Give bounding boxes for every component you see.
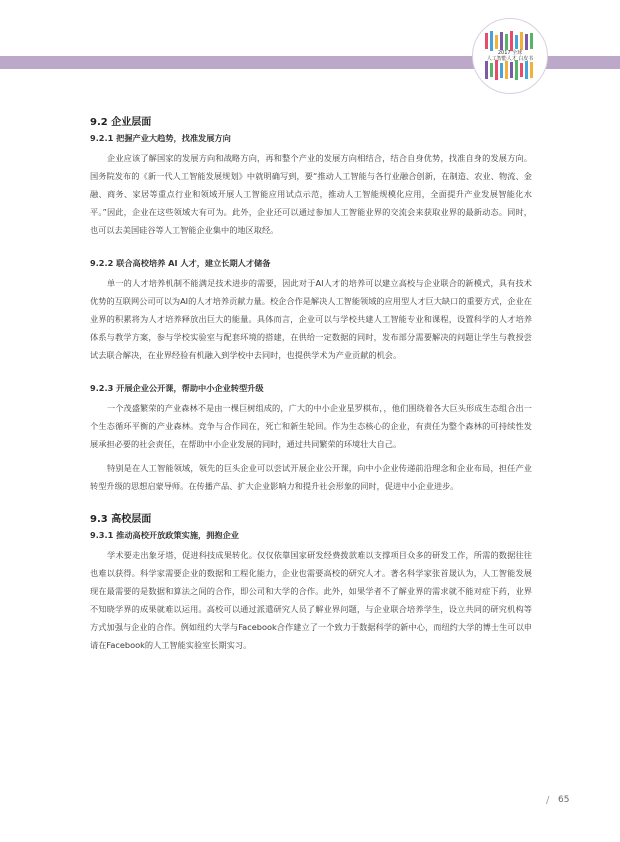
paragraph-9-2-2: 单一的人才培养机制不能满足技术进步的需要，因此对于AI人才的培养可以建立高校与企业联合的新模式，具有技术优势的互联网公司可以为AI的人才培养贡献力量。校企合作是解决人工智能领域的应用型人才巨大缺口的重要方式，企业在业界的积累将为人才培养释放出巨大的能量。具体而言，企业可以与学校共建人工智能专业和课程，设置科学的人才培养体系与教学方案，参与学校实验室与配套环境的搭建，在供给一定数据的同时，发布部分需要解决的问题让学生与教授尝试去联合解决，在业界经验有机融入到学校中去同时，也提供学术为产业贡献的机会。	[90, 278, 532, 360]
paragraph-9-2-3-b: 特别是在人工智能领域，领先的巨头企业可以尝试开展企业公开课，向中小企业传递前沿理念和企业布局，担任产业转型升级的思想启蒙导师。在传播产品、扩大企业影响力和提升社会形象的同时，促进中小企业进步。	[90, 463, 532, 491]
logo-text-line1: 2017 全球	[497, 50, 523, 56]
paragraph-9-3-1: 学术要走出象牙塔，促进科技成果转化。仅仅依靠国家研发经费拨款难以支撑项目众多的研发工作，所需的数据往往也难以获得。科学家需要企业的数据和工程化能力，企业也需要高校的研究人才。著名科学家张首晟认为，人工智能发展现在最需要的是数据和算法之间的合作，即公司和大学的合作。此外，如果学者不了解业界的需求就不能对症下药，业界不知晓学界的成果就难以运用。高校可以通过派遣研究人员了解业界问题，与企业联合培养学生，设立共同的研究机构等方式加强与企业的合作。例如纽约大学与Facebook合作建立了一个致力于数据科学的新中心，而纽约大学的博士生可以申请在Facebook的人工智能实验室长期实习。	[90, 550, 532, 650]
section-title-9-3: 9.3 高校层面	[90, 514, 152, 525]
subsection-title-9-2-1: 9.2.1 把握产业大趋势，找准发展方向	[90, 133, 231, 143]
paragraph-9-2-3-a: 一个茂盛繁荣的产业森林不是由一棵巨树组成的，广大的中小企业星罗棋布，，他们围绕着各大巨头形成生态组合出一个生态循环平衡的产业森林。竞争与合作同在，死亡和新生轮回。作为生态核心的企业，有责任为整个森林的可持续性发展承担必要的社会责任，在帮助中小企业发展的同时，通过共同繁荣的环境壮大自己。	[90, 403, 532, 449]
page-number-slash: /	[546, 795, 550, 806]
paragraph-9-2-1: 企业应该了解国家的发展方向和战略方向，再和整个产业的发展方向相结合，结合自身优势，找准自身的发展方向。国务院发布的《新一代人工智能发展规划》中就明确写到，要“推动人工智能与各行业融合创新，在制造、农业、物流、金融、商务、家居等重点行业和领域开展人工智能应用试点示范，推动人工智能规模化应用，全面提升产业发展智能化水平。”因此，企业在这些领域大有可为。此外，企业还可以通过参加人工智能业界的交流会来获取业界的最新动态。同时，也可以去美国硅谷等人工智能企业集中的地区取经。	[90, 153, 532, 235]
subsection-title-9-2-2: 9.2.2 联合高校培养 AI 人才，建立长期人才储备	[90, 258, 271, 268]
page-number: 65	[558, 795, 570, 805]
subsection-title-9-2-3: 9.2.3 开展企业公开课，帮助中小企业转型升级	[90, 383, 264, 393]
page-content	[90, 116, 532, 654]
subsection-title-9-3-1: 9.3.1 推动高校开放政策实施，拥抱企业	[90, 530, 239, 540]
report-logo	[472, 18, 548, 94]
logo-text-line2: 人工智能人才 白皮书	[486, 56, 534, 62]
section-title-9-2: 9.2 企业层面	[90, 117, 152, 128]
